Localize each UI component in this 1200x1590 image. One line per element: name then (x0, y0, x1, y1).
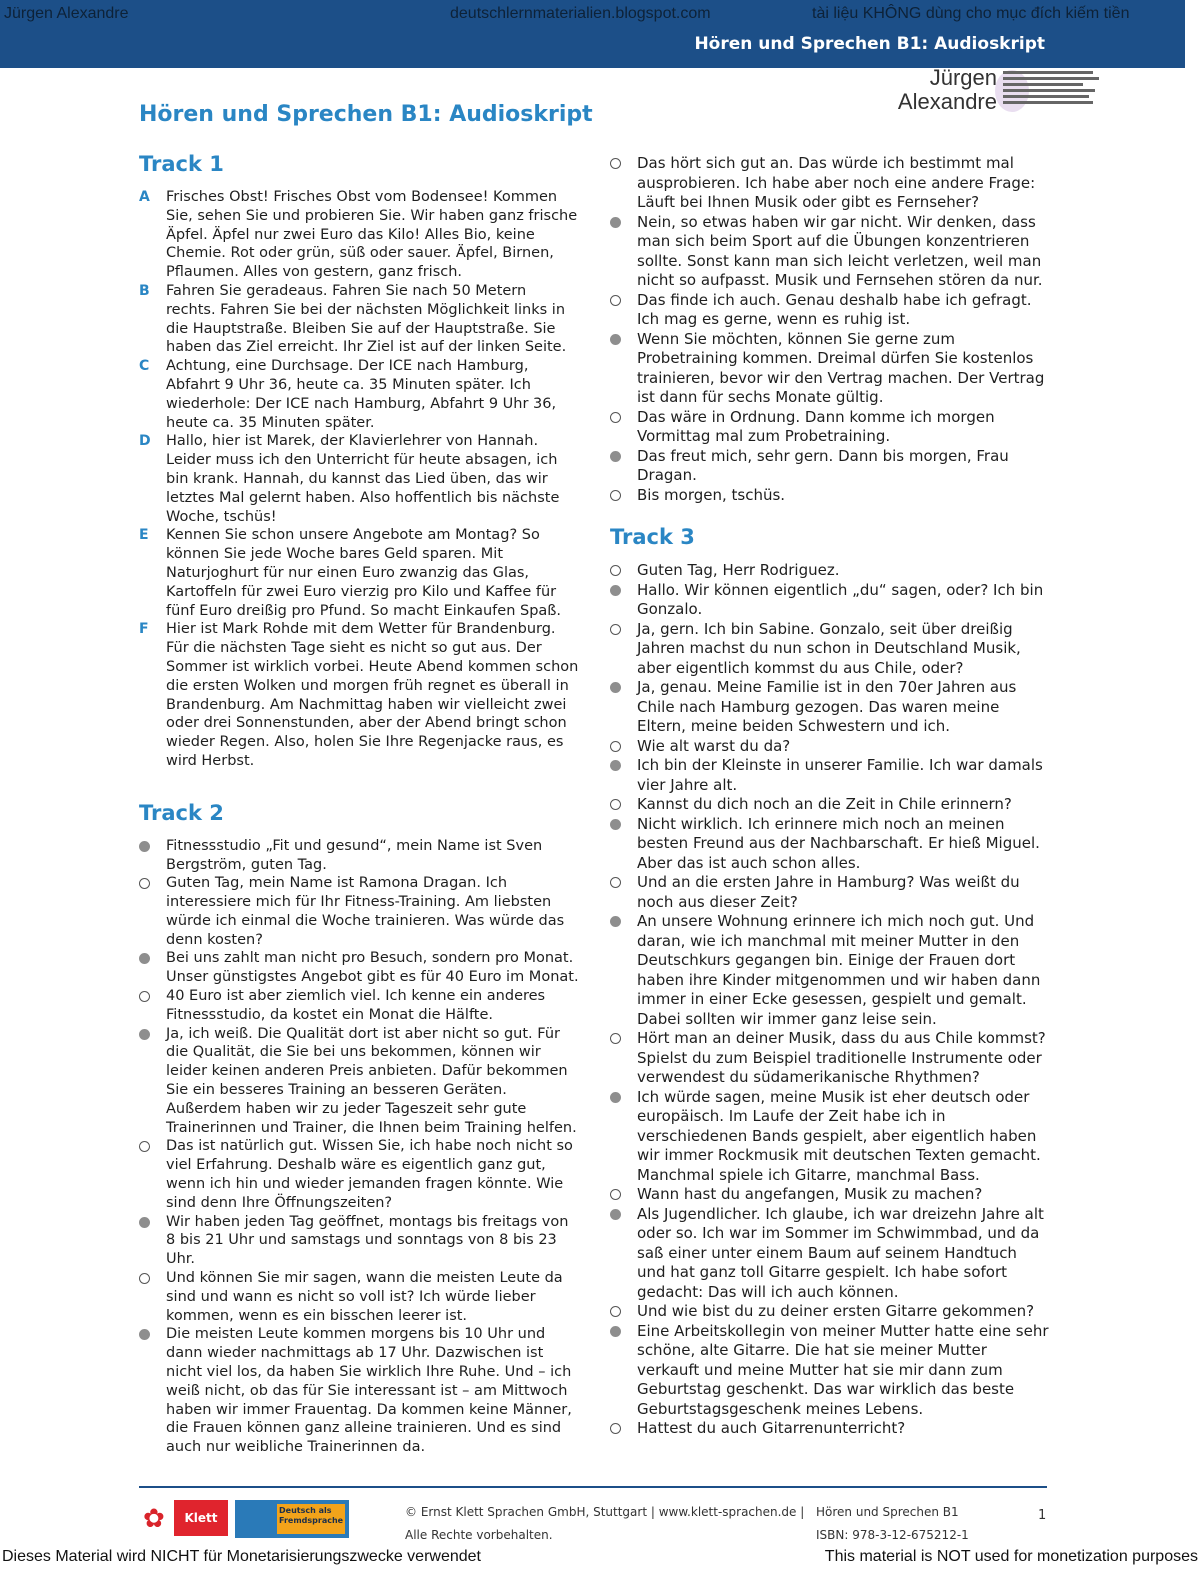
speaker-open-circle-icon (610, 412, 621, 423)
speaker-open-circle-icon (610, 877, 621, 888)
track-heading: Track 1 (139, 152, 224, 176)
transcript-line (610, 815, 1050, 874)
transcript-text: Das ist natürlich gut. Wissen Sie, ich habe noch nicht so viel Erfahrung. Deshalb wäre es eigentlich ganz gut, wenn ich hin und wieder jemanden fragen könnte. Wie sind denn Ihre Öffnungszeiten? (166, 1138, 573, 1211)
footer-divider (139, 1486, 1047, 1488)
speaker-open-circle-icon (139, 878, 150, 889)
item-letter: F (139, 621, 149, 638)
transcript-text: Kannst du dich noch an die Zeit in Chile erinnern? (637, 795, 1012, 813)
transcript-text: Das finde ich auch. Genau deshalb habe ich gefragt. Ich mag es gerne, wenn es ruhig ist. (637, 290, 1032, 328)
speaker-filled-circle-icon (610, 760, 621, 771)
transcript-text: Wenn Sie möchten, können Sie gerne zum Probetraining kommen. Dreimal dürfen Sie kostenlos trainieren, bevor wir den Vertrag machen. Der Vertrag ist dann für sechs Monate gültig. (637, 329, 1045, 406)
speaker-filled-circle-icon (139, 1029, 150, 1040)
item-letter: D (139, 433, 151, 450)
transcript-line (139, 837, 579, 875)
transcript-line (610, 620, 1050, 679)
transcript-line (139, 188, 579, 282)
page-number: 1 (1038, 1508, 1047, 1523)
transcript-line (610, 581, 1050, 620)
transcript-line (139, 1137, 579, 1212)
transcript-line (139, 987, 579, 1025)
transcript-text: Fitnessstudio „Fit und gesund“, mein Name ist Sven Bergström, guten Tag. (166, 837, 543, 873)
speaker-open-circle-icon (610, 624, 621, 635)
item-letter: E (139, 527, 149, 544)
transcript-text: Als Jugendlicher. Ich glaube, ich war dreizehn Jahre alt oder so. Ich war im Sommer im Schwimmbad, und da saß einer unter einem Baum auf seinem Handtuch und hat ganz toll Gitarre gespielt. Ich habe sofort gedacht: Das will ich auch können. (637, 1204, 1044, 1301)
transcript-text: Hier ist Mark Rohde mit dem Wetter für Brandenburg. Für die nächsten Tage sieht es nicht so gut aus. Der Sommer ist wirklich vorbei. Heute Abend kommen schon die ersten Wolken und morgen früh regnet es überall in Brandenburg. Am Nachmittag haben wir vielleicht zwei oder drei Sonnenstunden, aber der Abend bringt schon wieder Regen. Also, holen Sie Ihre Regenjacke raus, es wird Herbst. (166, 621, 579, 769)
speaker-filled-circle-icon (610, 217, 621, 228)
watermark-note: tài liệu KHÔNG dùng cho mục đích kiếm tiền (812, 5, 1130, 22)
transcript-text: Hallo. Wir können eigentlich „du“ sagen, oder? Ich bin Gonzalo. (637, 580, 1044, 618)
top-banner (0, 0, 1185, 68)
speaker-filled-circle-icon (610, 1092, 621, 1103)
speaker-open-circle-icon (610, 1306, 621, 1317)
speaker-open-circle-icon (610, 1189, 621, 1200)
transcript-line (610, 873, 1050, 912)
transcript-line (610, 486, 1050, 506)
transcript-line (139, 1269, 579, 1325)
footer-rights: Alle Rechte vorbehalten. (405, 1528, 553, 1542)
transcript-line (139, 526, 579, 620)
transcript-line (610, 213, 1050, 291)
speaker-open-circle-icon (610, 741, 621, 752)
transcript-text: Bei uns zahlt man nicht pro Besuch, sondern pro Monat. Unser günstigstes Angebot gibt es für 40 Euro im Monat. (166, 950, 579, 986)
speaker-open-circle-icon (610, 490, 621, 501)
transcript-line (139, 357, 579, 432)
logo-fineprint (1003, 68, 1103, 107)
daf-logo-label: Deutsch als Fremdsprache (277, 1504, 345, 1534)
transcript-line (610, 756, 1050, 795)
author-logo (885, 66, 1103, 118)
klett-logo: Klett (174, 1500, 228, 1536)
speaker-open-circle-icon (139, 1273, 150, 1284)
transcript-text: Nicht wirklich. Ich erinnere mich noch an meinen besten Freund aus der Nachbarschaft. Er hieß Miguel. Aber das ist auch schon alles. (637, 814, 1040, 872)
transcript-line (610, 330, 1050, 408)
transcript-line (139, 874, 579, 949)
transcript-text: Das hört sich gut an. Das würde ich bestimmt mal ausprobieren. Ich habe aber noch eine andere Frage: Läuft bei Ihnen Musik oder gibt es Fernseher? (637, 154, 1036, 211)
transcript-line (610, 408, 1050, 447)
transcript-text: Ich bin der Kleinste in unserer Familie. Ich war damals vier Jahre alt. (637, 756, 1043, 794)
transcript-text: Wir haben jeden Tag geöffnet, montags bis freitags von 8 bis 21 Uhr und samstags und sonntags von 8 bis 23 Uhr. (166, 1213, 569, 1268)
transcript-text: Achtung, eine Durchsage. Der ICE nach Hamburg, Abfahrt 9 Uhr 36, heute ca. 35 Minuten später. Ich wiederhole: Der ICE nach Hamburg, Abfahrt 9 Uhr 36, heute ca. 35 Minuten später. (166, 358, 557, 431)
transcript-line (610, 1088, 1050, 1186)
transcript-line (610, 1419, 1050, 1439)
logo-name: Jürgen Alexandre (897, 65, 997, 114)
transcript-text: Ja, genau. Meine Familie ist in den 70er Jahren aus Chile nach Hamburg gezogen. Das waren meine Eltern, meine beiden Schwestern und ich. (637, 678, 1017, 735)
transcript-line (610, 1302, 1050, 1322)
watermark-author: Jürgen Alexandre (4, 5, 129, 22)
transcript-text: Und an die ersten Jahre in Hamburg? Was weißt du noch aus dieser Zeit? (637, 873, 1020, 911)
transcript-text: Hallo, hier ist Marek, der Klavierlehrer von Hannah. Leider muss ich den Unterricht für heute absagen, ich bin krank. Hannah, du kannst das Lied üben, das wir letztes Mal gelernt haben. Also hoffentlich bis nächste Woche, tschüs! (166, 433, 560, 525)
transcript-text: An unsere Wohnung erinnere ich mich noch gut. Und daran, wie ich manchmal mit meiner Mutter in den Deutschkurs gegangen bin. Einige der Frauen dort haben ihre Kinder mitgenommen und wir haben dann immer in einer Ecke gesessen, gespielt und gemalt. Dabei sollten wir immer ganz leise sein. (637, 912, 1041, 1028)
transcript-text: Wie alt warst du da? (637, 736, 791, 755)
transcript-line (610, 1205, 1050, 1303)
transcript-text: Nein, so etwas haben wir gar nicht. Wir denken, dass man sich beim Sport auf die Übungen konzentrieren sollte. Sonst kann man sich leicht verletzen, weil man nicht so aufpasst. Musik und Fernsehen stören da nur. (637, 212, 1043, 289)
item-letter: B (139, 282, 150, 299)
transcript-text: Und wie bist du zu deiner ersten Gitarre gekommen? (637, 1302, 1035, 1320)
speaker-open-circle-icon (139, 1141, 150, 1152)
transcript-line (139, 1025, 579, 1138)
speaker-filled-circle-icon (610, 451, 621, 462)
transcript-line (610, 561, 1050, 581)
transcript-text: 40 Euro ist aber ziemlich viel. Ich kenne ein anderes Fitnessstudio, da kostet ein Monat die Hälfte. (166, 988, 546, 1023)
transcript-text: Hattest du auch Gitarrenunterricht? (637, 1419, 906, 1437)
column-right (610, 154, 1050, 1439)
transcript-line (610, 1322, 1050, 1420)
transcript-text: Das wäre in Ordnung. Dann komme ich morgen Vormittag mal zum Probetraining. (637, 407, 995, 445)
speaker-filled-circle-icon (610, 1209, 621, 1220)
transcript-line (139, 432, 579, 526)
transcript-text: Ja, gern. Ich bin Sabine. Gonzalo, seit über dreißig Jahren machst du nun schon in Deutschland Musik, aber eigentlich kommst du aus Chile, oder? (637, 619, 1021, 677)
transcript-text: Das freut mich, sehr gern. Dann bis morgen, Frau Dragan. (637, 446, 1009, 484)
speaker-filled-circle-icon (610, 334, 621, 345)
page-title: Hören und Sprechen B1: Audioskript (139, 102, 593, 127)
footer-isbn: ISBN: 978-3-12-675212-1 (816, 1528, 969, 1542)
transcript-text: Guten Tag, mein Name ist Ramona Dragan. Ich interessiere mich für Ihr Fitness-Training. Am liebsten würde ich einmal die Woche trainieren. Was würde das denn kosten? (166, 875, 565, 948)
transcript-text: Ich würde sagen, meine Musik ist eher deutsch oder europäisch. Im Laufe der Zeit habe ich in verschiedenen Bands gespielt, aber eigentlich haben wir immer Rockmusik mit deutschen Texten gemacht. Manchmal spiele ich Gitarre, manchmal Bass. (637, 1087, 1041, 1184)
transcript-text: Und können Sie mir sagen, wann die meisten Leute da sind und wann es nicht so voll ist? Ich würde lieber kommen, wenn es ein bisschen leerer ist. (166, 1270, 563, 1324)
speaker-filled-circle-icon (139, 1329, 150, 1340)
transcript-line (610, 154, 1050, 213)
transcript-line (610, 737, 1050, 757)
speaker-filled-circle-icon (610, 916, 621, 927)
header-title: Hören und Sprechen B1: Audioskript (694, 34, 1045, 54)
watermark-bottom-right: This material is NOT used for monetization purposes (824, 1548, 1198, 1565)
transcript-text: Eine Arbeitskollegin von meiner Mutter hatte eine sehr schöne, alte Gitarre. Die hat sie meiner Mutter verkauft und meine Mutter hat sie mir dann zum Geburtstag geschenkt. Das war wirklich das beste Geburtstagsgeschenk meines Lebens. (637, 1321, 1049, 1418)
transcript-line (139, 949, 579, 987)
transcript-text: Die meisten Leute kommen morgens bis 10 Uhr und dann wieder nachmittags ab 17 Uhr. Dazwischen ist nicht viel los, da haben Sie wirklich Ihre Ruhe. Und – ich weiß nicht, ob das für Sie interessant ist – am Mittwoch haben wir immer Frauentag. Da kommen keine Männer, die Frauen können ganz alleine trainieren. Und es sind auch nur weibliche Trainerinnen da. (166, 1326, 572, 1456)
watermark-site: deutschlernmaterialien.blogspot.com (450, 5, 711, 22)
item-letter: C (139, 358, 150, 375)
footer-publisher: © Ernst Klett Sprachen GmbH, Stuttgart | www.klett-sprachen.de | (405, 1505, 805, 1519)
item-letter: A (139, 189, 150, 205)
transcript-line (139, 1213, 579, 1269)
transcript-line (139, 1325, 579, 1457)
transcript-text: Guten Tag, Herr Rodriguez. (637, 561, 840, 579)
transcript-line (610, 912, 1050, 1029)
speaker-filled-circle-icon (610, 1326, 621, 1337)
transcript-text: Ja, ich weiß. Die Qualität dort ist aber nicht so gut. Für die Qualität, die Sie bei uns bekommen, können wir leider keinen anderen Preis anbieten. Dafür bekommen Sie ein besseres Training an besseren Geräten. Außerdem haben wir zu jeder Tageszeit sehr gute Trainerinnen und Trainer, die Ihnen beim Training helfen. (166, 1025, 577, 1136)
transcript-text: Hört man an deiner Musik, dass du aus Chile kommst? Spielst du zum Beispiel traditionelle Instrumente oder verwendest du südamerikanische Rhythmen? (637, 1029, 1046, 1086)
speaker-open-circle-icon (610, 1033, 621, 1044)
transcript-text: Kennen Sie schon unsere Angebote am Montag? So können Sie jede Woche bares Geld sparen. Mit Naturjoghurt für nur einen Euro zwanzig das Glas, Kartoffeln für zwei Euro vierzig pro Kilo und Kaffee für fünf Euro dreißig pro Pfund. So macht Einkaufen Spaß. (166, 527, 562, 619)
speaker-filled-circle-icon (610, 819, 621, 830)
transcript-text: Frisches Obst! Frisches Obst vom Bodensee! Kommen Sie, sehen Sie und probieren Sie. Wir haben ganz frische Äpfel. Äpfel nur zwei Euro das Kilo! Alles Bio, keine Chemie. Rot oder grün, süß oder sauer. Äpfel, Birnen, Pflaumen. Alles von gestern, ganz frisch. (166, 189, 578, 281)
speaker-open-circle-icon (139, 991, 150, 1002)
watermark-bottom-left: Dieses Material wird NICHT für Monetarisierungszwecke verwendet (2, 1548, 481, 1565)
speaker-open-circle-icon (610, 565, 621, 576)
transcript-line (610, 1029, 1050, 1088)
speaker-filled-circle-icon (139, 953, 150, 964)
track-heading: Track 3 (610, 525, 695, 549)
footer-book-title: Hören und Sprechen B1 (816, 1505, 959, 1519)
transcript-line (610, 795, 1050, 815)
speaker-open-circle-icon (610, 295, 621, 306)
transcript-text: Fahren Sie geradeaus. Fahren Sie nach 50 Metern rechts. Fahren Sie bei der nächsten Möglichkeit links in die Hauptstraße. Bleiben Sie auf der Hauptstraße. Sie haben das Ziel erreicht. Ihr Ziel ist auf der linken Seite. (166, 282, 567, 356)
track-heading: Track 2 (139, 800, 224, 825)
daf-logo (235, 1500, 349, 1538)
speaker-open-circle-icon (610, 1423, 621, 1434)
transcript-line (610, 291, 1050, 330)
column-left (139, 150, 579, 1457)
transcript-line (139, 282, 579, 357)
transcript-line (610, 447, 1050, 486)
speaker-filled-circle-icon (139, 841, 150, 852)
transcript-text: Wann hast du angefangen, Musik zu machen? (637, 1185, 983, 1203)
speaker-filled-circle-icon (610, 585, 621, 596)
transcript-text: Bis morgen, tschüs. (637, 485, 786, 504)
transcript-line (610, 678, 1050, 737)
speaker-open-circle-icon (610, 158, 621, 169)
speaker-filled-circle-icon (139, 1217, 150, 1228)
speaker-filled-circle-icon (610, 682, 621, 693)
speaker-open-circle-icon (610, 799, 621, 810)
transcript-line (139, 620, 579, 770)
klett-mark-icon: ✿ (143, 1504, 165, 1534)
transcript-line (610, 1185, 1050, 1205)
